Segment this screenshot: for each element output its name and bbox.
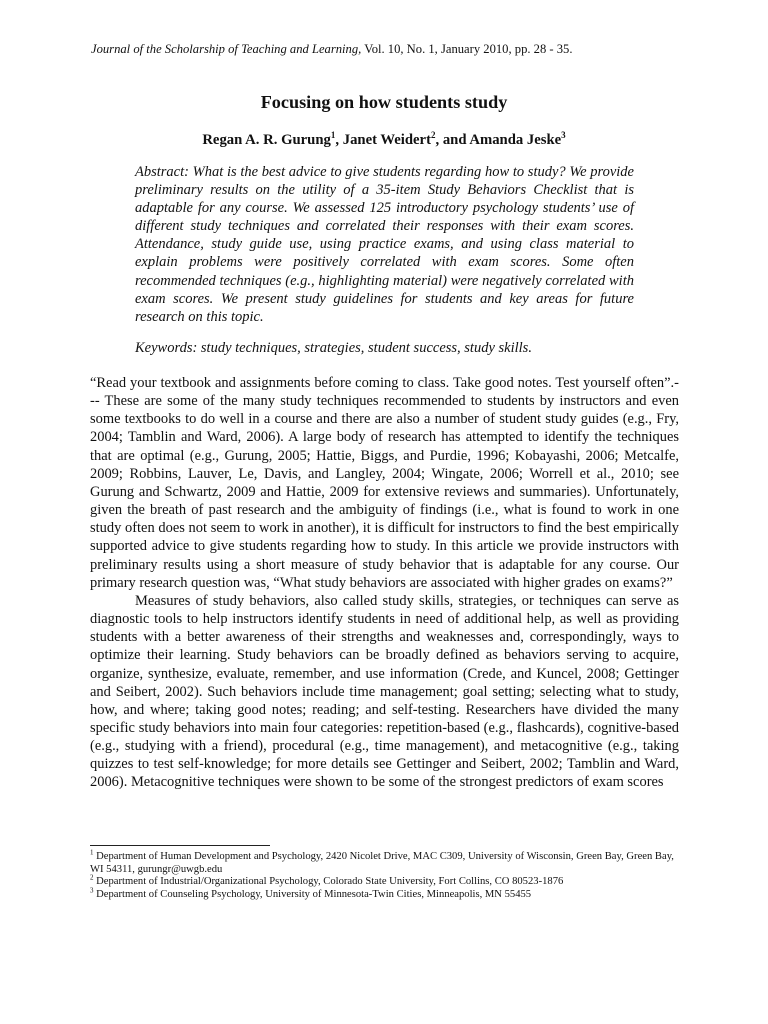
journal-citation: Vol. 10, No. 1, January 2010, pp. 28 - 35. (361, 42, 573, 56)
footnotes (90, 848, 682, 901)
author-separator: , (335, 132, 343, 148)
body-text (90, 374, 679, 792)
footnote-marker: 1 (90, 848, 94, 857)
footnote-text: Department of Human Development and Psychology, 2420 Nicolet Drive, MAC C309, University of Wisconsin, Green Bay, Green Bay, WI 54311, gurungr@uwgb.edu (90, 851, 674, 875)
footnote-marker: 3 (90, 886, 94, 895)
body-paragraph: Measures of study behaviors, also called study skills, strategies, or techniques can serve as diagnostic tools to help instructors identify students in need of additional help, as well as providing students with a better awareness of their strengths and weaknesses and, correspondingly, ways to optimize their learning. Study behaviors can be broadly defined as behaviors serving to acquire, organize, synthesize, evaluate, remember, and use information (Crede, and Kuncel, 2008; Gettinger and Seibert, 2002). Such behaviors include time management; goal setting; selecting what to study, how, and where; taking good notes; reading; and self-testing. Researchers have divided the many specific study behaviors into main four categories: repetition-based (e.g., flashcards), cognitive-based (e.g., studying with a friend), procedural (e.g., time management), and metacognitive (e.g., taking quizzes to test self-knowledge; for more details see Gettinger and Seibert, 2002; Tamblin and Ward, 2006). Metacognitive techniques were shown to be some of the strongest predictors of exam scores (90, 592, 679, 791)
footnote (90, 886, 682, 902)
author-affiliation-marker: 1 (330, 130, 336, 141)
author-affiliation-marker: 3 (561, 130, 566, 141)
footnote-divider (90, 845, 270, 846)
paper-title: Focusing on how students study (260, 92, 508, 112)
footnote-text: Department of Industrial/Organizational Psychology, Colorado State University, Fort Collins, CO 80523-1876 (93, 876, 564, 888)
keywords: Keywords: study techniques, strategies, student success, study skills. (135, 340, 532, 356)
abstract: Abstract: What is the best advice to give students regarding how to study? We provide preliminary results on the utility of a 35-item Study Behaviors Checklist that is adaptable for any course. We assessed 125 introductory psychology students’ use of different study techniques and correlated their responses with their exam scores. Attendance, study guide use, using practice exams, and using class material to explain problems were positively correlated with exam scores. Some often recommended techniques (e.g., highlighting material) were negatively correlated with exam scores. We present study guidelines for students and key areas for future research on this topic. (135, 164, 634, 325)
author-affiliation-marker: 2 (430, 130, 436, 141)
author-list (0, 130, 768, 150)
journal-header (91, 41, 691, 57)
author-separator: , and (435, 132, 470, 148)
footnote (90, 848, 682, 876)
author-name: Janet Weidert (342, 132, 431, 148)
author-name: Regan A. R. Gurung (202, 132, 331, 148)
author-name: Amanda Jeske (469, 132, 562, 148)
body-paragraph: “Read your textbook and assignments before coming to class. Take good notes. Test yourself often”.--- These are some of the many study techniques recommended to students by instructors and even some textbooks to do well in a course and there are also a number of student study guides (e.g., Fry, 2004; Tamblin and Ward, 2006). A large body of research has attempted to identify the techniques that are optimal (e.g., Gurung, 2005; Hattie, Biggs, and Purdie, 1996; Kobayashi, 2006; Metcalfe, 2009; Robbins, Lauver, Le, Davis, and Langley, 2004; Wingate, 2006; Worrell et al., 2010; see Gurung and Schwartz, 2009 and Hattie, 2009 for extensive reviews and summaries). Unfortunately, given the breath of past research and the ambiguity of findings (i.e., what is found to work in one study often does not seem to work in another), it is difficult for instructors to find the best empirically supported advice to give students regarding how to study. In this article we provide instructors with preliminary results using a short measure of study behavior that is adaptable for any course. Our primary research question was, “What study behaviors are associated with higher grades on exams?” (90, 375, 679, 591)
footnote-marker: 2 (90, 873, 94, 882)
footnote-text: Department of Counseling Psychology, University of Minnesota-Twin Cities, Minneapolis, MN 55455 (93, 888, 532, 900)
footnote (90, 873, 682, 889)
journal-name: Journal of the Scholarship of Teaching and Learning, (91, 42, 362, 56)
